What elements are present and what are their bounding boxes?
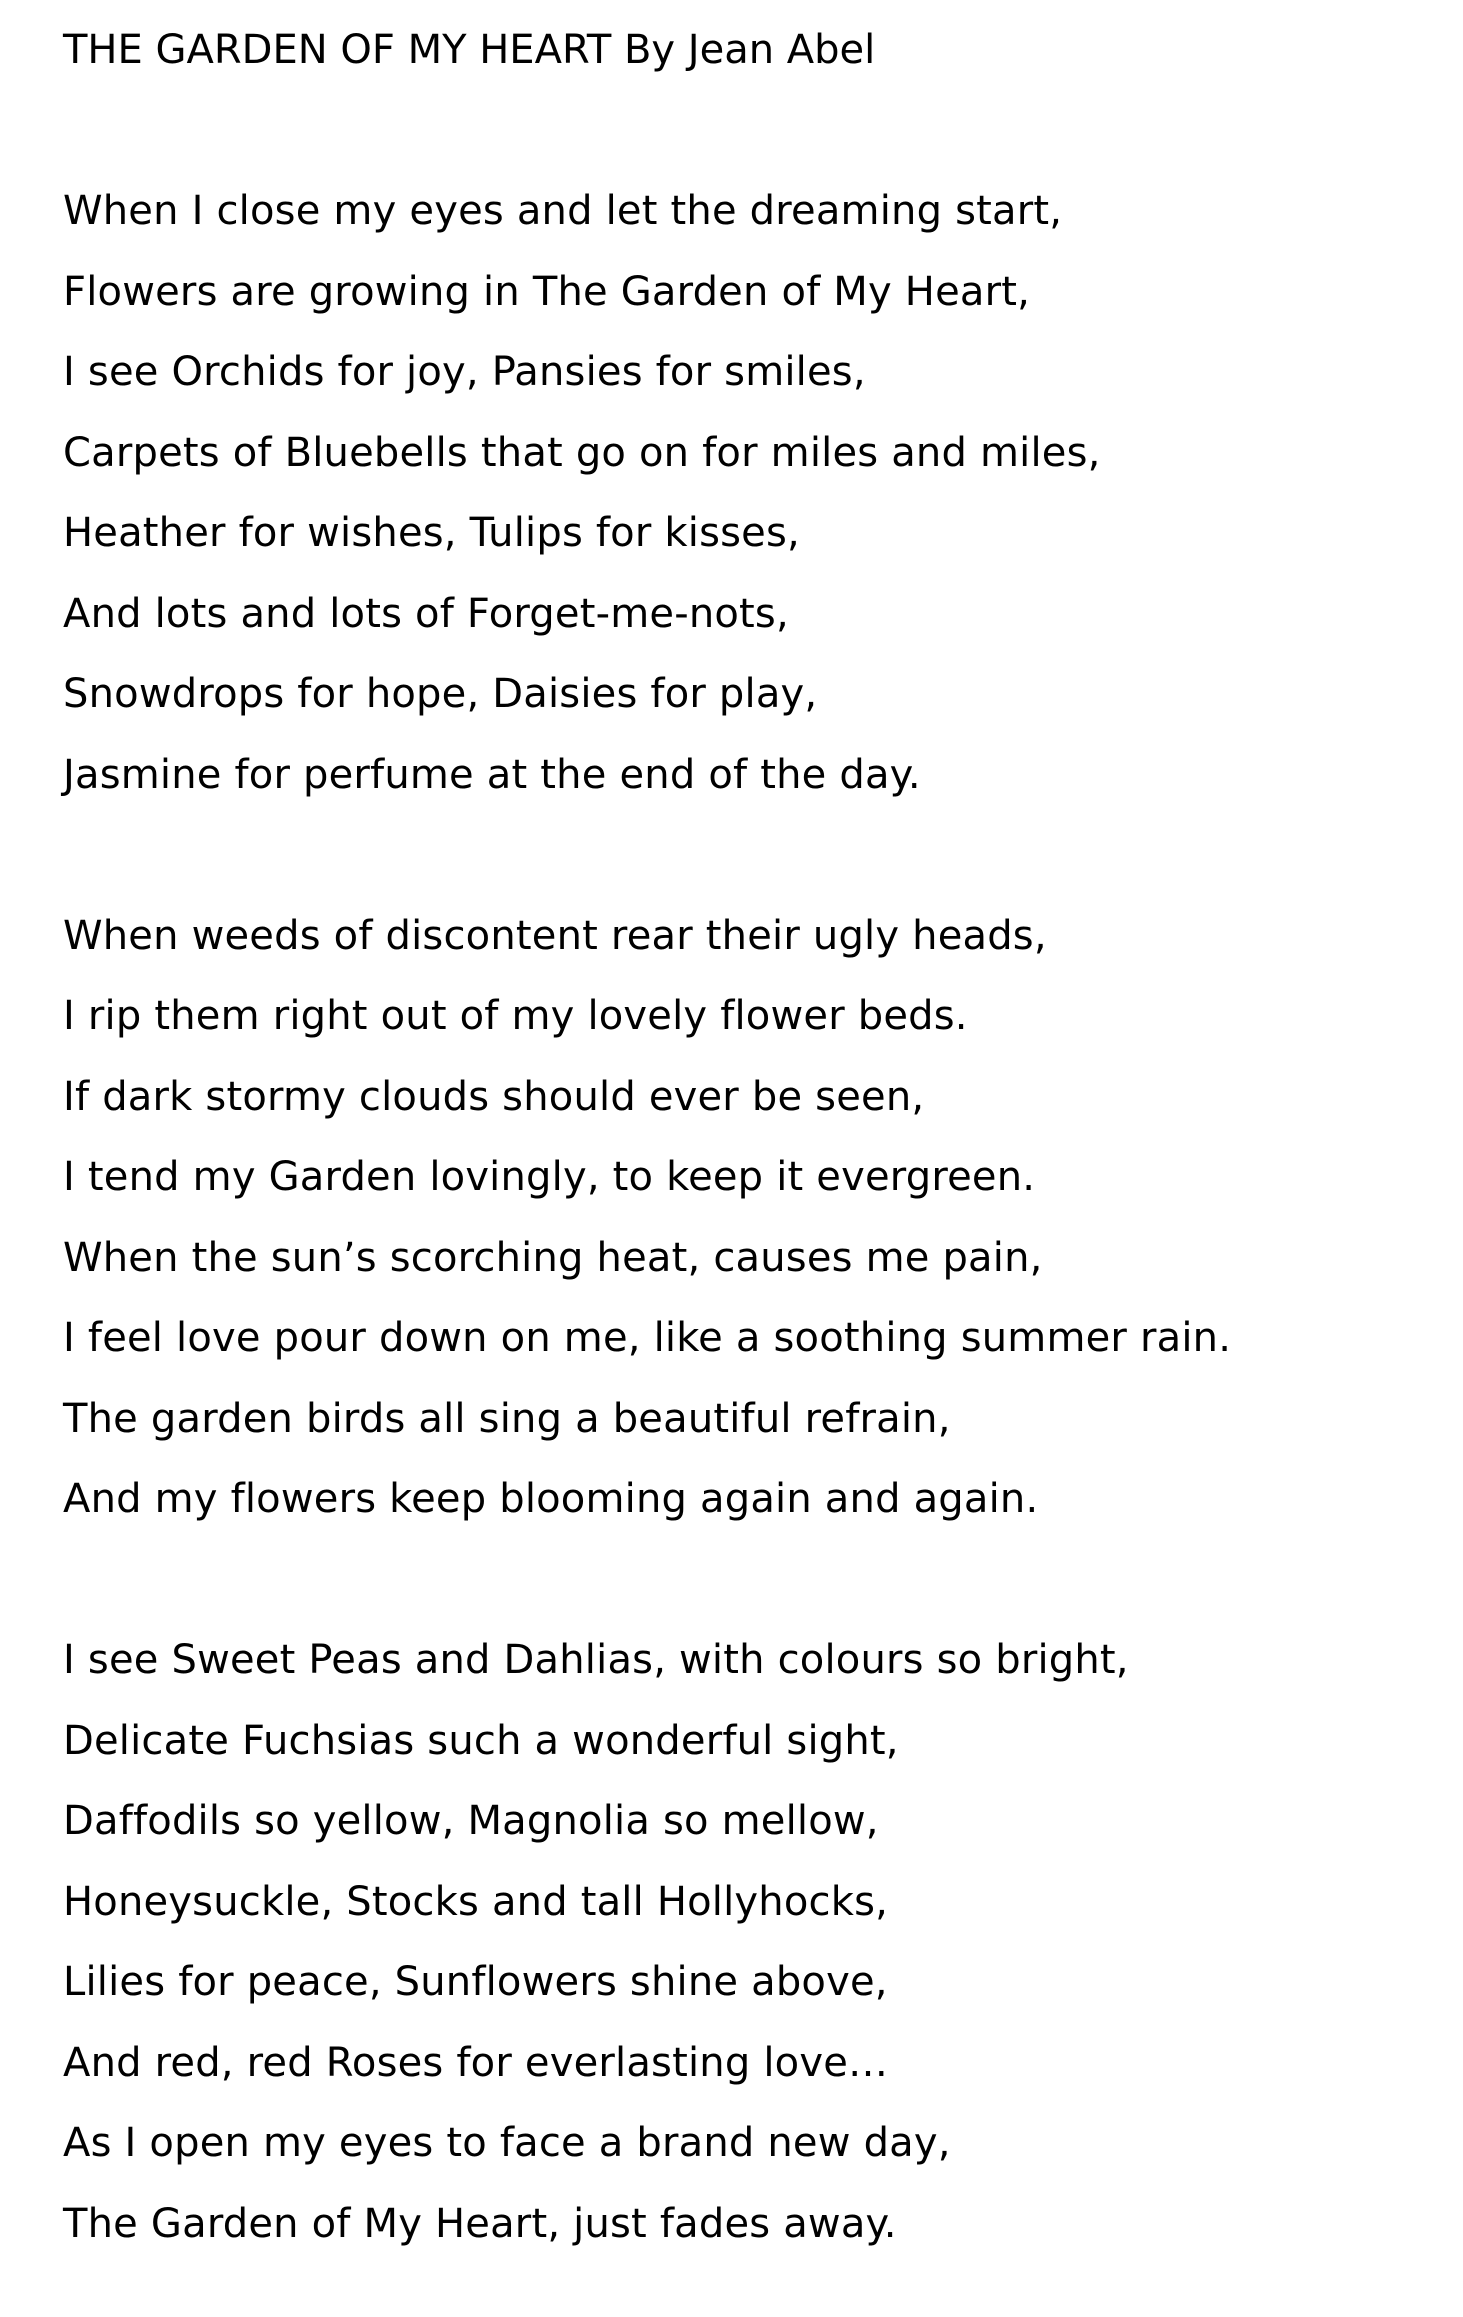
poem-line: Heather for wishes, Tulips for kisses,: [63, 510, 800, 556]
poem-line: Jasmine for perfume at the end of the day.: [63, 751, 921, 798]
poem-title: THE GARDEN OF MY HEART By Jean Abel: [63, 27, 876, 73]
poem-line: As I open my eyes to face a brand new day,: [63, 2120, 951, 2166]
stanza-3: [63, 1620, 1443, 2264]
poem-line: Delicate Fuchsias such a wonderful sight,: [63, 1717, 899, 1764]
stanza-gap: [63, 815, 1443, 896]
poem-line: I see Sweet Peas and Dahlias, with colours so bright,: [63, 1637, 1129, 1683]
poem-line: Honeysuckle, Stocks and tall Hollyhocks,: [63, 1878, 889, 1925]
stanza-1: [63, 171, 1443, 815]
stanza-gap: [63, 1540, 1443, 1621]
poem-line: The Garden of My Heart, just fades away.: [63, 2200, 897, 2247]
poem-line: Lilies for peace, Sunflowers shine above,: [63, 1959, 888, 2005]
poem-line: Flowers are growing in The Garden of My Heart,: [63, 268, 1031, 315]
poem-line: Daffodils so yellow, Magnolia so mellow,: [63, 1798, 879, 1844]
stanza-2: [63, 896, 1443, 1540]
poem-line: I rip them right out of my lovely flower beds.: [63, 993, 968, 1039]
stanza-gap: [63, 91, 1443, 172]
poem-line: If dark stormy clouds should ever be seen,: [63, 1073, 925, 1120]
poem-line: Snowdrops for hope, Daisies for play,: [63, 671, 818, 717]
poem-line: And red, red Roses for everlasting love…: [63, 2039, 889, 2086]
poem-line: I feel love pour down on me, like a soothing summer rain.: [63, 1315, 1232, 1361]
poem-line: Carpets of Bluebells that go on for miles and miles,: [63, 429, 1101, 476]
poem-line: And lots and lots of Forget-me-nots,: [63, 590, 789, 637]
poem-line: When the sun’s scorching heat, causes me pain,: [63, 1234, 1043, 1281]
poem-line: When I close my eyes and let the dreaming start,: [63, 188, 1063, 234]
poem-line: The garden birds all sing a beautiful refrain,: [63, 1395, 951, 1442]
poem-line: When weeds of discontent rear their ugly heads,: [63, 912, 1047, 959]
poem-line: And my flowers keep blooming again and again.: [63, 1476, 1039, 1522]
poem-line: I tend my Garden lovingly, to keep it evergreen.: [63, 1154, 1036, 1200]
poem-line: I see Orchids for joy, Pansies for smiles,: [63, 349, 866, 395]
